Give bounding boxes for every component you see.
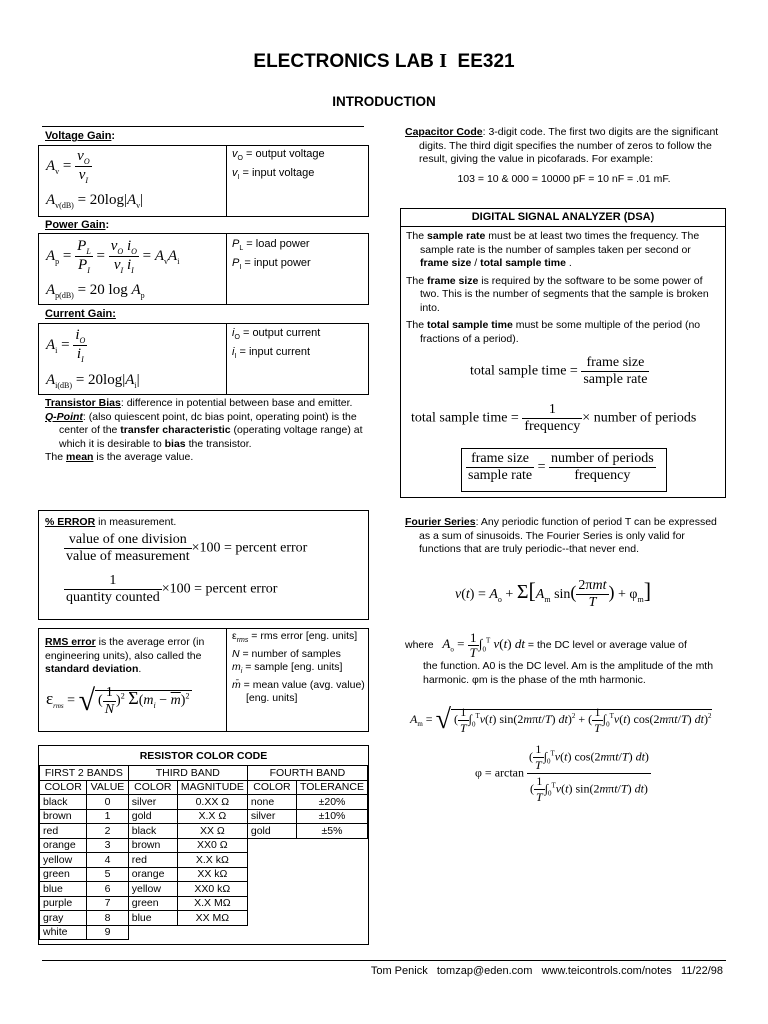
empty-cell — [247, 896, 367, 911]
percent-error-heading: % ERROR in measurement. — [45, 516, 177, 528]
divider — [226, 323, 227, 395]
table-cell: 0.XX Ω — [177, 795, 247, 810]
divider — [42, 126, 364, 127]
table-cell: gold — [247, 824, 296, 839]
table-cell: XX0 kΩ — [177, 882, 247, 897]
table-cell: green — [128, 896, 177, 911]
table-cell: yellow — [128, 882, 177, 897]
phase-equation: φ = arctan ( $\frac{1}{T}$ $\int_0^Tv(t)$ cos(2mπt/T) dt) ( $\frac{1}{T}$ $\int_0^Tv(t)$ sin(2mπt/T) dt) — [475, 742, 649, 804]
divider — [226, 628, 227, 732]
table-cell: silver — [128, 795, 177, 810]
table-cell: orange — [128, 867, 177, 882]
table-cell: black — [40, 795, 87, 810]
empty-cell — [247, 838, 367, 853]
rms-equation: $\varepsilon_{rms}$ = √ ( $\frac{1}{N}$ )$^2$ $\Sigma(m_i - \overline{m})^2$ — [46, 684, 192, 718]
dsa-equation-1: total sample time = $\frac{\text{frame size}}{\text{sample rate}}$ — [470, 355, 648, 387]
table-cell: yellow — [40, 853, 87, 868]
column-header: MAGNITUDE — [177, 780, 247, 795]
empty-cell — [247, 853, 367, 868]
voltage-gain-db-equation: $A_{v(dB)} = 20\log|A_v|$ — [46, 192, 144, 210]
q-point-definition: Q-Point: (also quiescent point, dc bias point, operating point) is the center of the transfer characteristic (operating voltage range) at which it is desirable to bias the transistor. — [45, 410, 363, 450]
table-cell: silver — [247, 809, 296, 824]
section-title: INTRODUCTION — [332, 94, 436, 109]
table-cell: 7 — [87, 896, 129, 911]
table-cell: 9 — [87, 925, 129, 940]
table-cell: blue — [40, 882, 87, 897]
divider — [226, 145, 227, 217]
footer — [371, 964, 723, 978]
footer-email[interactable]: tomzap@eden.com — [436, 965, 533, 977]
amplitude-equation: $A_m$ = √ ( $\frac{1}{T}$ $\int_0^Tv(t)$ sin(2mπt/T) dt)$^2$ + ( $\frac{1}{T}$ $\int_0^Tv(t)$ cos(2mπt/T) dt)$^2$ — [410, 704, 712, 735]
table-cell: gray — [40, 911, 87, 926]
table-cell: XX MΩ — [177, 911, 247, 926]
capacitor-code: Capacitor Code: 3-digit code. The first two digits are the significant digits. The third digit specifies the number of zeros to follow the result, giving the value in picofarads. For example: 103 = 10 & 000 = 10000 pF = 10 nF = .01 mF. — [405, 126, 719, 185]
column-header: COLOR — [247, 780, 296, 795]
table-cell: 4 — [87, 853, 129, 868]
power-gain-db-equation: $A_{p(dB)} = 20$ $\log A_p$ — [46, 282, 145, 300]
table-cell: orange — [40, 838, 87, 853]
page-title: ELECTRONICS LAB I EE321 — [253, 50, 515, 72]
table-cell: white — [40, 925, 87, 940]
table-cell: green — [40, 867, 87, 882]
column-header: COLOR — [40, 780, 87, 795]
table-cell: ±5% — [296, 824, 367, 839]
table-cell: XX Ω — [177, 824, 247, 839]
divider — [400, 226, 726, 227]
table-cell: red — [40, 824, 87, 839]
table-cell: brown — [40, 809, 87, 824]
table-cell: ±20% — [296, 795, 367, 810]
definitions-block — [45, 397, 365, 465]
table-cell: purple — [40, 896, 87, 911]
table-row — [40, 838, 368, 853]
table-cell: XX0 Ω — [177, 838, 247, 853]
current-gain-heading: Current Gain: — [45, 308, 116, 320]
table-row — [40, 925, 368, 940]
voltage-gain-equation: $A_v$ = $\frac{v_O}{v_I}$ — [46, 148, 90, 185]
footer-url[interactable]: www.teicontrols.com/notes — [541, 965, 672, 977]
column-header: TOLERANCE — [296, 780, 367, 795]
dsa-text: The sample rate must be at least two times the frequency. The sample rate is the number of samples taken per second or frame size / total sample time . The frame size is required by the software to be some power of two. This is the number of segments that the sample is broken into. The total sample time must be some multiple of the period (no fractions of a period). — [406, 230, 709, 345]
dsa-equation-3: $\frac{\text{frame size}}{\text{sample rate}}$ = $\frac{\text{number of periods}}{\text{frequency}}$ — [468, 451, 654, 483]
table-row — [40, 809, 368, 824]
current-gain-equation: $A_i$ = $\frac{i_O}{i_I}$ — [46, 327, 86, 364]
divider — [226, 233, 227, 305]
table-row — [40, 824, 368, 839]
dsa-equation-2: total sample time = $\frac{1}{\text{frequency}}$ × number of periods — [411, 402, 697, 434]
empty-cell — [128, 925, 367, 940]
mean-definition: The mean is the average value. — [45, 451, 194, 463]
table-cell: 1 — [87, 809, 129, 824]
table-row — [40, 867, 368, 882]
table-row — [40, 795, 368, 810]
table-row — [40, 911, 368, 926]
empty-cell — [247, 911, 367, 926]
table-row — [40, 896, 368, 911]
table-row — [40, 853, 368, 868]
table-cell: 3 — [87, 838, 129, 853]
group-header: FIRST 2 BANDS — [40, 766, 129, 781]
power-gain-notes: $P_L$ = load power $P_I$ = input power — [232, 238, 311, 272]
table-cell: 5 — [87, 867, 129, 882]
current-gain-db-equation: $A_{i(dB)} = 20\log|A_i|$ — [46, 372, 140, 390]
footer-author: Tom Penick — [370, 965, 428, 977]
percent-error-equation-1: $\frac{\text{value of one division}}{\text{value of measurement}}$ ×100 = percent error — [66, 532, 308, 564]
column-header: COLOR — [128, 780, 177, 795]
group-header: THIRD BAND — [128, 766, 247, 781]
dsa-title: DIGITAL SIGNAL ANALYZER (DSA) — [471, 211, 655, 223]
percent-error-equation-2: $\frac{1}{\text{quantity counted}}$ ×100 = percent error — [66, 573, 278, 605]
table-cell: brown — [128, 838, 177, 853]
empty-cell — [247, 882, 367, 897]
current-gain-notes: $i_O$ = output current $i_I$ = input current — [232, 327, 321, 361]
power-gain-heading: Power Gain: — [45, 219, 110, 231]
fourier-description: the function. A0 is the DC level. Am is the amplitude of the mth harmonic. φm is the phase of the mth harmonic. — [423, 660, 714, 686]
table-cell: red — [128, 853, 177, 868]
table-cell: 2 — [87, 824, 129, 839]
table-cell: 6 — [87, 882, 129, 897]
table-cell: XX kΩ — [177, 867, 247, 882]
table-row — [40, 882, 368, 897]
fourier-dc-line: where $A_o$ = $\frac{1}{T}$ $\int_0^T$ v(t) dt = the DC level or average value of — [405, 630, 687, 660]
transistor-bias-definition: Transistor Bias: difference in potential between base and emitter. — [45, 397, 353, 409]
table-cell: gold — [128, 809, 177, 824]
table-cell: X.X Ω — [177, 809, 247, 824]
table-cell: none — [247, 795, 296, 810]
fourier-intro: Fourier Series: Any periodic function of period T can be expressed as a sum of sinusoids. The Fourier Series is only valid for functions that are truly periodic--that never end. — [405, 516, 717, 555]
table-cell: 8 — [87, 911, 129, 926]
table-cell: 0 — [87, 795, 129, 810]
rms-definition: RMS error is the average error (in engineering units), also called the standard deviation. — [45, 636, 205, 675]
footer-divider — [42, 960, 726, 961]
footer-date: 11/22/98 — [680, 965, 723, 977]
power-gain-equation: $A_p$ = $\frac{P_L}{P_I}$ = $\frac{v_O i_O}{v_I i_I}$ = $A_vA_i$ — [46, 238, 180, 275]
column-header: VALUE — [87, 780, 129, 795]
empty-cell — [247, 867, 367, 882]
table-cell: black — [128, 824, 177, 839]
fourier-series-equation: $v(t) = A_o + \Sigma[A_m$ sin( $\frac{\text{2πmt}}{T}$ ) + $\varphi_m$] — [455, 578, 652, 611]
voltage-gain-heading: Voltage Gain: — [45, 130, 116, 142]
table-cell: blue — [128, 911, 177, 926]
table-cell: ±10% — [296, 809, 367, 824]
resistor-title: RESISTOR COLOR CODE — [139, 750, 268, 762]
table-cell: X.X kΩ — [177, 853, 247, 868]
voltage-gain-notes: $v_O$ = output voltage $v_I$ = input voltage — [232, 148, 325, 182]
group-header: FOURTH BAND — [247, 766, 367, 781]
table-cell: X.X MΩ — [177, 896, 247, 911]
resistor-table — [39, 765, 368, 940]
rms-notes: $\varepsilon_{rms}$ = rms error [eng. units] N = number of samples $m_i$ = sample [eng. units] m̄ = mean value (avg. value) [eng. units] — [232, 630, 365, 705]
